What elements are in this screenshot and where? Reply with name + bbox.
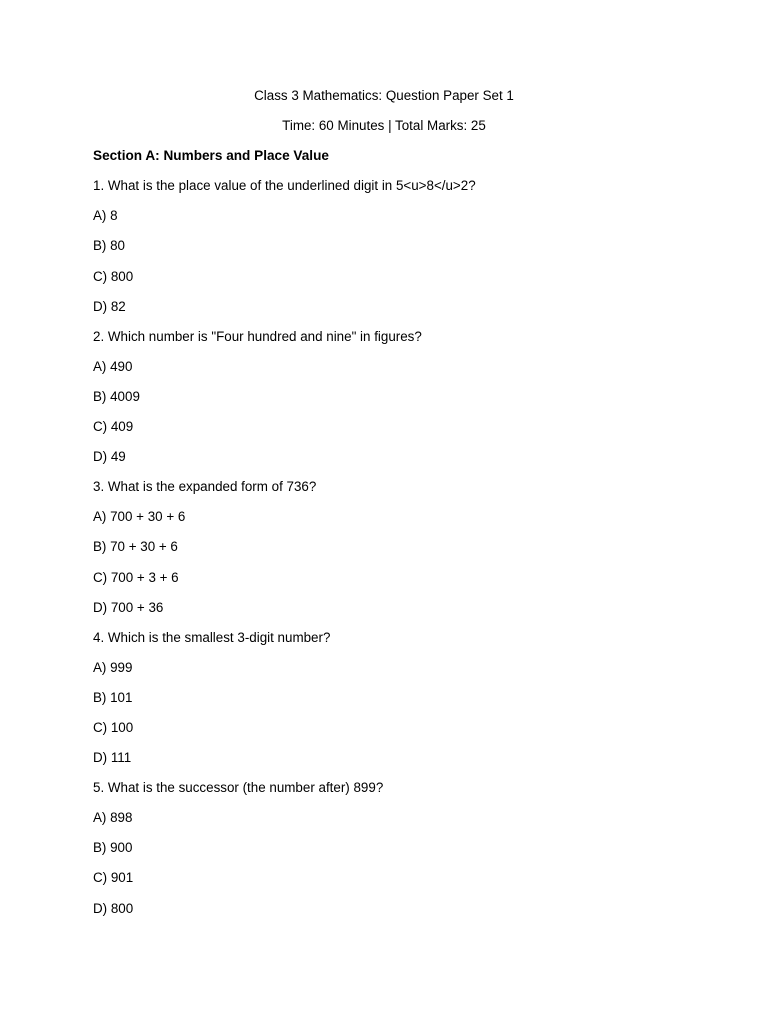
option-a: A) 700 + 30 + 6 (93, 509, 186, 525)
question-block (93, 779, 675, 929)
question-block (93, 478, 675, 628)
option-b: B) 900 (93, 840, 133, 856)
option-a: A) 8 (93, 208, 118, 224)
question-block (93, 328, 675, 478)
option-a: A) 898 (93, 810, 133, 826)
question-text: 2. Which number is "Four hundred and nine" in figures? (93, 328, 422, 344)
option-d: D) 800 (93, 900, 134, 916)
option-c: C) 901 (93, 870, 134, 886)
option-d: D) 700 + 36 (93, 599, 164, 615)
option-c: C) 409 (93, 419, 134, 435)
paper-meta: Time: 60 Minutes | Total Marks: 25 (282, 118, 486, 134)
question-block (93, 177, 675, 327)
option-d: D) 49 (93, 449, 126, 465)
section-heading: Section A: Numbers and Place Value (93, 148, 329, 164)
question-text: 4. Which is the smallest 3-digit number? (93, 629, 331, 645)
option-a: A) 999 (93, 659, 133, 675)
question-text: 3. What is the expanded form of 736? (93, 479, 317, 495)
question-text: 5. What is the successor (the number after) 899? (93, 780, 384, 796)
option-d: D) 82 (93, 298, 126, 314)
paper-title: Class 3 Mathematics: Question Paper Set 1 (254, 88, 514, 103)
question-text: 1. What is the place value of the underlined digit in 5<u>8</u>2? (93, 178, 476, 194)
option-c: C) 100 (93, 719, 134, 735)
option-b: B) 4009 (93, 388, 140, 404)
document-content (93, 87, 675, 930)
option-c: C) 800 (93, 268, 134, 284)
option-b: B) 70 + 30 + 6 (93, 539, 178, 555)
question-block (93, 629, 675, 779)
option-a: A) 490 (93, 358, 133, 374)
option-b: B) 101 (93, 689, 133, 705)
option-c: C) 700 + 3 + 6 (93, 569, 179, 585)
option-d: D) 111 (93, 750, 132, 766)
option-b: B) 80 (93, 238, 126, 254)
